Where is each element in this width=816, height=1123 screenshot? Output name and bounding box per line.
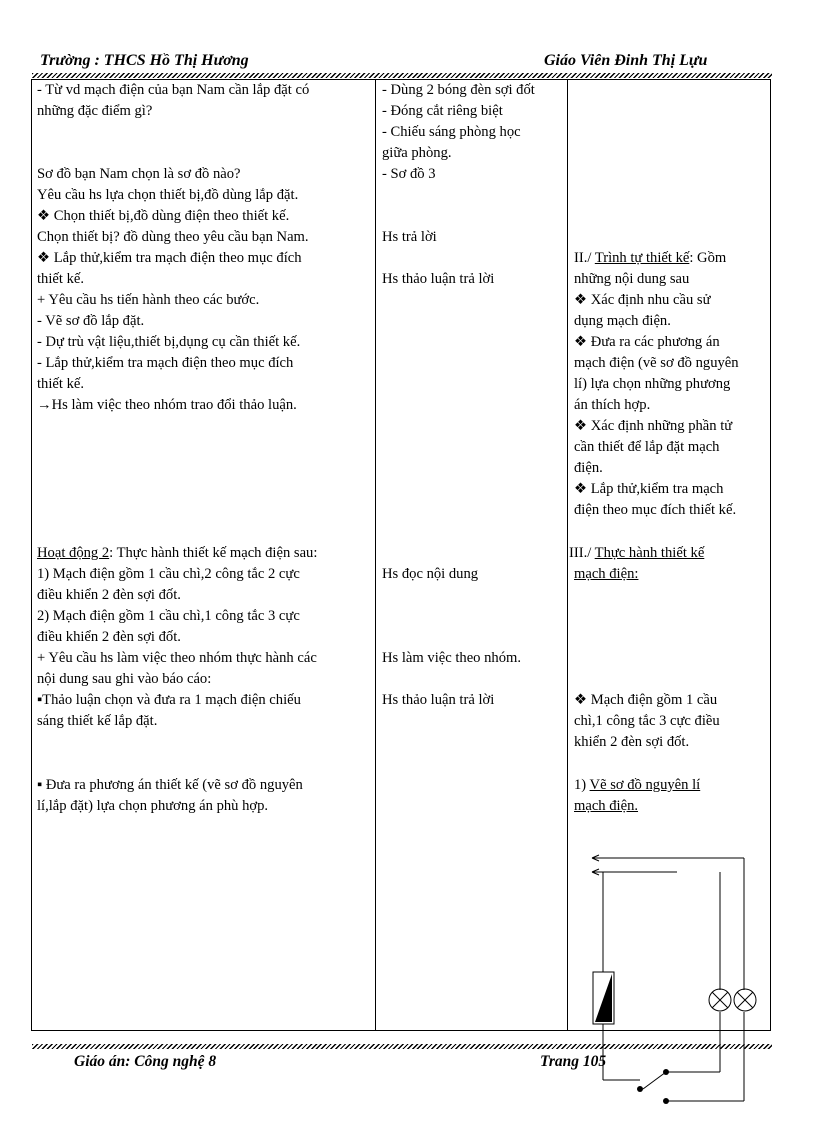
- col3-line: mạch điện:: [574, 566, 639, 582]
- col1-line: sáng thiết kế lắp đặt.: [37, 713, 158, 729]
- col1-line: →Hs làm việc theo nhóm trao đổi thảo luận.: [37, 397, 297, 413]
- col2-line: Hs trả lời: [382, 229, 437, 245]
- switch-blade: [643, 1072, 666, 1089]
- col3-line: khiển 2 đèn sợi đốt.: [574, 734, 690, 750]
- col3-line: ❖ Xác định những phần tử: [574, 418, 733, 434]
- col2-line: Hs thảo luận trả lời: [382, 692, 495, 708]
- col3-line: án thích hợp.: [574, 397, 651, 413]
- col1-line: ❖ Lắp thử,kiểm tra mạch điện theo mục đích: [37, 250, 302, 266]
- header-school: Trường : THCS Hồ Thị Hương: [40, 52, 249, 69]
- col1-line: 2) Mạch điện gồm 1 cầu chì,1 công tắc 3 cực: [37, 608, 300, 624]
- col3-line: ❖ Xác định nhu cầu sử: [574, 292, 711, 308]
- col3-line: điện.: [574, 460, 603, 476]
- section-2-heading: II./ Trình tự thiết kế: Gồm: [574, 250, 727, 266]
- col3-line: chì,1 công tắc 3 cực điều: [574, 713, 720, 729]
- col3-line: mạch điện.: [574, 798, 639, 814]
- col1-line: + Yêu cầu hs làm việc theo nhóm thực hành các: [37, 650, 317, 666]
- footer-page: Trang 105: [540, 1053, 607, 1070]
- header-divider: [32, 73, 772, 78]
- col1-line: + Yêu cầu hs tiến hành theo các bước.: [37, 292, 260, 308]
- col1-line: - Lắp thử,kiểm tra mạch điện theo mục đích: [37, 355, 294, 371]
- col2-line: - Đóng cắt riêng biệt: [382, 103, 503, 119]
- col1-line: Yêu cầu hs lựa chọn thiết bị,đồ dùng lắp đặt.: [37, 187, 299, 203]
- col1-line: ❖ Chọn thiết bị,đồ dùng điện theo thiết kế.: [37, 208, 290, 224]
- switch-contact: [663, 1069, 669, 1075]
- switch-contact: [637, 1086, 643, 1092]
- col1-line: nội dung sau ghi vào báo cáo:: [37, 671, 212, 687]
- col1-line: ▪Thảo luận chọn và đưa ra 1 mạch điện chiếu: [37, 692, 301, 708]
- header-teacher: Giáo Viên Đinh Thị Lựu: [544, 52, 708, 69]
- col1-line: - Vẽ sơ đồ lắp đặt.: [37, 313, 145, 329]
- col2-line: Hs đọc nội dung: [382, 566, 479, 582]
- col1-line: thiết kế.: [37, 271, 85, 287]
- col3-line: dụng mạch điện.: [574, 313, 671, 329]
- col1-line: thiết kế.: [37, 376, 85, 392]
- activity-2-heading: Hoạt động 2: Thực hành thiết kế mạch điện sau:: [37, 545, 318, 561]
- col2-line: Hs làm việc theo nhóm.: [382, 650, 522, 666]
- col1-line: - Từ vd mạch điện của bạn Nam cần lắp đặt có: [37, 82, 310, 98]
- diagram-heading: 1) Vẽ sơ đồ nguyên lí: [574, 777, 701, 793]
- col1-line: ▪ Đưa ra phương án thiết kế (vẽ sơ đồ nguyên: [37, 777, 303, 793]
- col2-line: - Dùng 2 bóng đèn sợi đốt: [382, 82, 535, 98]
- col3-line: những nội dung sau: [574, 271, 690, 287]
- col3-line: ❖ Lắp thử,kiểm tra mạch: [574, 481, 724, 497]
- col1-line: Chọn thiết bị? đồ dùng theo yêu cầu bạn Nam.: [37, 229, 309, 245]
- col3-line: điện theo mục đích thiết kế.: [574, 502, 737, 518]
- col1-line: những đặc điểm gì?: [37, 103, 153, 119]
- col1-line: - Dự trù vật liệu,thiết bị,dụng cụ cần thiết kế.: [37, 334, 301, 350]
- col1-line: điều khiển 2 đèn sợi đốt.: [37, 629, 181, 645]
- section-3-heading: III./ Thực hành thiết kế: [569, 545, 705, 561]
- col2-line: Hs thảo luận trả lời: [382, 271, 495, 287]
- col2-line: giữa phòng.: [382, 145, 452, 161]
- column-divider-2: [567, 80, 568, 1030]
- col3-line: cần thiết để lắp đặt mạch: [574, 439, 720, 455]
- col3-line: lí) lựa chọn những phương: [574, 376, 731, 392]
- column-divider-1: [375, 80, 376, 1030]
- footer-divider: [32, 1044, 772, 1049]
- col1-line: lí,lắp đặt) lựa chọn phương án phù hợp.: [37, 798, 269, 814]
- footer-course: Giáo án: Công nghệ 8: [74, 1053, 217, 1070]
- col1-line: Sơ đồ bạn Nam chọn là sơ đồ nào?: [37, 166, 241, 182]
- col3-line: ❖ Đưa ra các phương án: [574, 334, 720, 350]
- col2-line: - Chiếu sáng phòng học: [382, 124, 521, 140]
- col3-line: ❖ Mạch điện gồm 1 cầu: [574, 692, 718, 708]
- col1-line: 1) Mạch điện gồm 1 cầu chì,2 công tắc 2 cực: [37, 566, 300, 582]
- col2-line: - Sơ đồ 3: [382, 166, 436, 182]
- col1-line: điều khiển 2 đèn sợi đốt.: [37, 587, 181, 603]
- col3-line: mạch điện (vẽ sơ đồ nguyên: [574, 355, 739, 371]
- switch-contact: [663, 1098, 669, 1104]
